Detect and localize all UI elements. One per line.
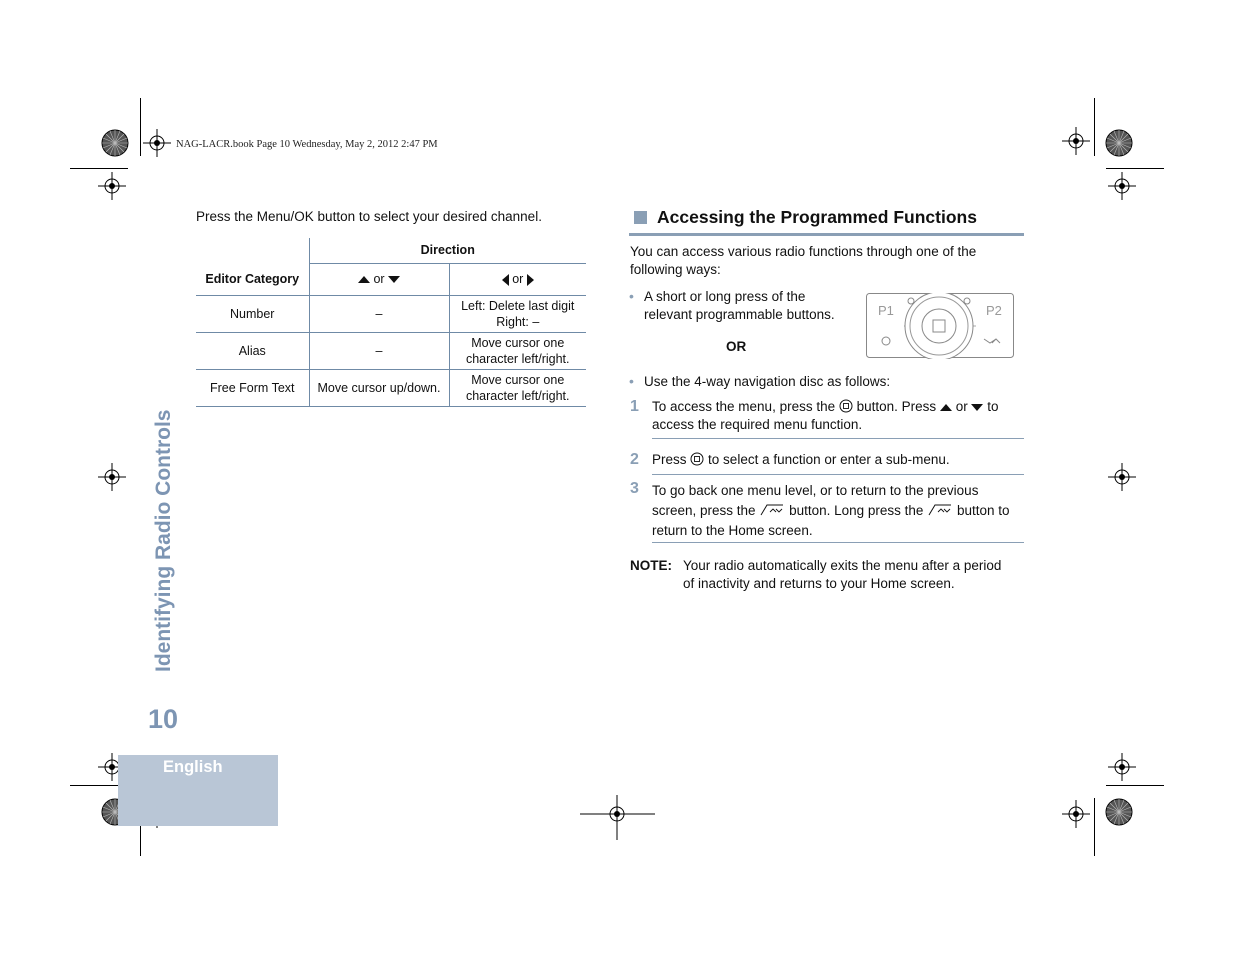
table-row <box>196 295 586 332</box>
step-text: button. Press <box>856 399 937 414</box>
step-number: 1 <box>630 398 639 415</box>
step-text: To access the menu, press the <box>652 399 836 414</box>
leftright-cell <box>449 332 586 369</box>
editor-table <box>196 238 586 407</box>
leftright-cell <box>449 369 586 406</box>
category-cell: Number <box>196 295 309 332</box>
category-cell: Free Form Text <box>196 369 309 406</box>
updown-cell: – <box>309 332 449 369</box>
book-header: NAG-LACR.book Page 10 Wednesday, May 2, 2012 2:47 PM <box>176 139 438 150</box>
step-text: return to the Home screen. <box>652 523 813 538</box>
empty-corner <box>196 238 309 263</box>
category-cell: Alias <box>196 332 309 369</box>
bullet-line: A short or long press of the <box>644 289 806 304</box>
right-arrow-icon <box>527 274 534 286</box>
category-header: Editor Category <box>205 271 300 286</box>
intro-line: following ways: <box>630 262 721 277</box>
step-text: or <box>955 399 968 414</box>
table-row <box>196 369 586 406</box>
step-text: button. Long press the <box>789 503 924 518</box>
bullet-programmable <box>644 288 835 324</box>
step-2 <box>652 451 950 469</box>
step-1 <box>652 398 1027 434</box>
p1-label: P1 <box>878 303 894 318</box>
note-line: of inactivity and returns to your Home screen. <box>683 576 955 591</box>
step-text: button to <box>956 503 1010 518</box>
menu-ok-icon <box>690 452 704 466</box>
cell-line: character left/right. <box>465 351 570 366</box>
note-text <box>683 557 1001 593</box>
step-text: screen, press the <box>652 503 756 518</box>
or-label: OR <box>726 339 747 354</box>
up-arrow-icon <box>358 276 370 283</box>
step-text: access the required menu function. <box>652 417 863 432</box>
updown-header <box>309 263 449 295</box>
bullet-line: relevant programmable buttons. <box>644 307 835 322</box>
cell-line: Move cursor one <box>471 372 565 387</box>
p2-label: P2 <box>986 303 1002 318</box>
bullet-navdisc: Use the 4-way navigation disc as follows: <box>644 374 891 389</box>
step-rule <box>652 474 1024 475</box>
step-text: To go back one menu level, or to return to the previous <box>652 483 979 498</box>
down-arrow-icon <box>971 404 983 411</box>
step-number: 2 <box>630 451 639 468</box>
step-text: Press <box>652 452 687 467</box>
cell-line: Left: Delete last digit <box>461 298 575 313</box>
back-home-icon <box>927 503 953 517</box>
bullet-dot-icon: • <box>629 373 634 389</box>
table-row <box>196 332 586 369</box>
page-number: 10 <box>148 704 179 734</box>
intro-text: Press the Menu/OK button to select your desired channel. <box>196 209 542 224</box>
or-word: or <box>373 272 385 286</box>
language-label: English <box>163 758 223 776</box>
left-arrow-icon <box>502 274 509 286</box>
updown-cell: – <box>309 295 449 332</box>
section-rule <box>629 233 1024 236</box>
section-square-icon <box>634 211 647 224</box>
down-arrow-icon <box>388 276 400 283</box>
section-intro <box>630 243 976 279</box>
note-label: NOTE: <box>630 558 672 573</box>
leftright-cell <box>449 295 586 332</box>
step-number: 3 <box>630 480 639 497</box>
section-title: Accessing the Programmed Functions <box>657 207 977 227</box>
cell-line: Move cursor one <box>471 335 565 350</box>
updown-cell: Move cursor up/down. <box>309 369 449 406</box>
step-rule <box>652 542 1024 543</box>
note-line: Your radio automatically exits the menu after a period <box>683 558 1002 573</box>
step-3 <box>652 481 1027 541</box>
leftright-header <box>449 263 586 295</box>
menu-ok-icon <box>839 399 853 413</box>
chapter-title: Identifying Radio Controls <box>152 409 175 672</box>
or-word: or <box>512 272 524 286</box>
bullet-dot-icon: • <box>629 288 634 304</box>
cell-line: Right: – <box>496 314 540 329</box>
back-home-icon <box>759 503 785 517</box>
up-arrow-icon <box>940 404 952 411</box>
step-text: to select a function or enter a sub-menu. <box>708 452 950 467</box>
direction-header: Direction <box>309 238 586 263</box>
step-text: to <box>987 399 999 414</box>
intro-line: You can access various radio functions through one of the <box>630 244 977 259</box>
step-rule <box>652 438 1024 439</box>
cell-line: character left/right. <box>465 388 570 403</box>
